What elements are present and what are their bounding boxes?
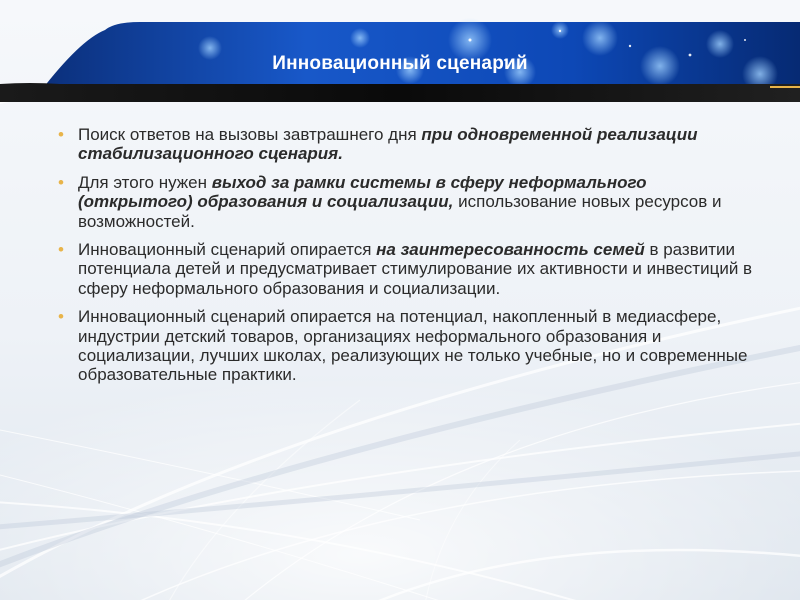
slide-title: Инновационный сценарий (272, 53, 528, 74)
bullet-dot-icon: • (58, 240, 64, 260)
bullet-text: Инновационный сценарий опирается на потенциал, накопленный в медиасфере, индустрии детский товаров, организациях неформального образования и социализации, лучших школах, реализующих не только учебные, но и современные образовательные практики. (78, 307, 748, 385)
bullet-emphasis: выход за рамки системы в сферу неформального (открытого) образования и социализации, (78, 172, 647, 212)
bullet-text: Для этого нужен (78, 172, 212, 192)
bullet-text: Инновационный сценарий опирается (78, 240, 377, 260)
bullet-dot-icon: • (58, 172, 64, 192)
bullet-text: использование новых ресурсов и возможностей. (78, 192, 722, 231)
bullet-dot-icon: • (58, 307, 64, 327)
bullet-list (56, 125, 756, 385)
list-item (56, 173, 756, 231)
bullet-text: Поиск ответов на вызовы завтрашнего дня (78, 125, 422, 144)
list-item (56, 125, 756, 164)
bullet-emphasis: при одновременной реализации стабилизационного сценария. (78, 125, 698, 164)
title-banner (0, 0, 800, 108)
slide-content (56, 125, 756, 394)
bullet-text: в развитии потенциала детей и предусматривает стимулирование их активности и инвестиций в сферу неформального образования и социализации. (78, 240, 753, 298)
bullet-emphasis: на заинтересованность семей (376, 240, 645, 260)
list-item (56, 307, 756, 385)
bullet-dot-icon: • (58, 125, 64, 144)
list-item (56, 240, 756, 298)
